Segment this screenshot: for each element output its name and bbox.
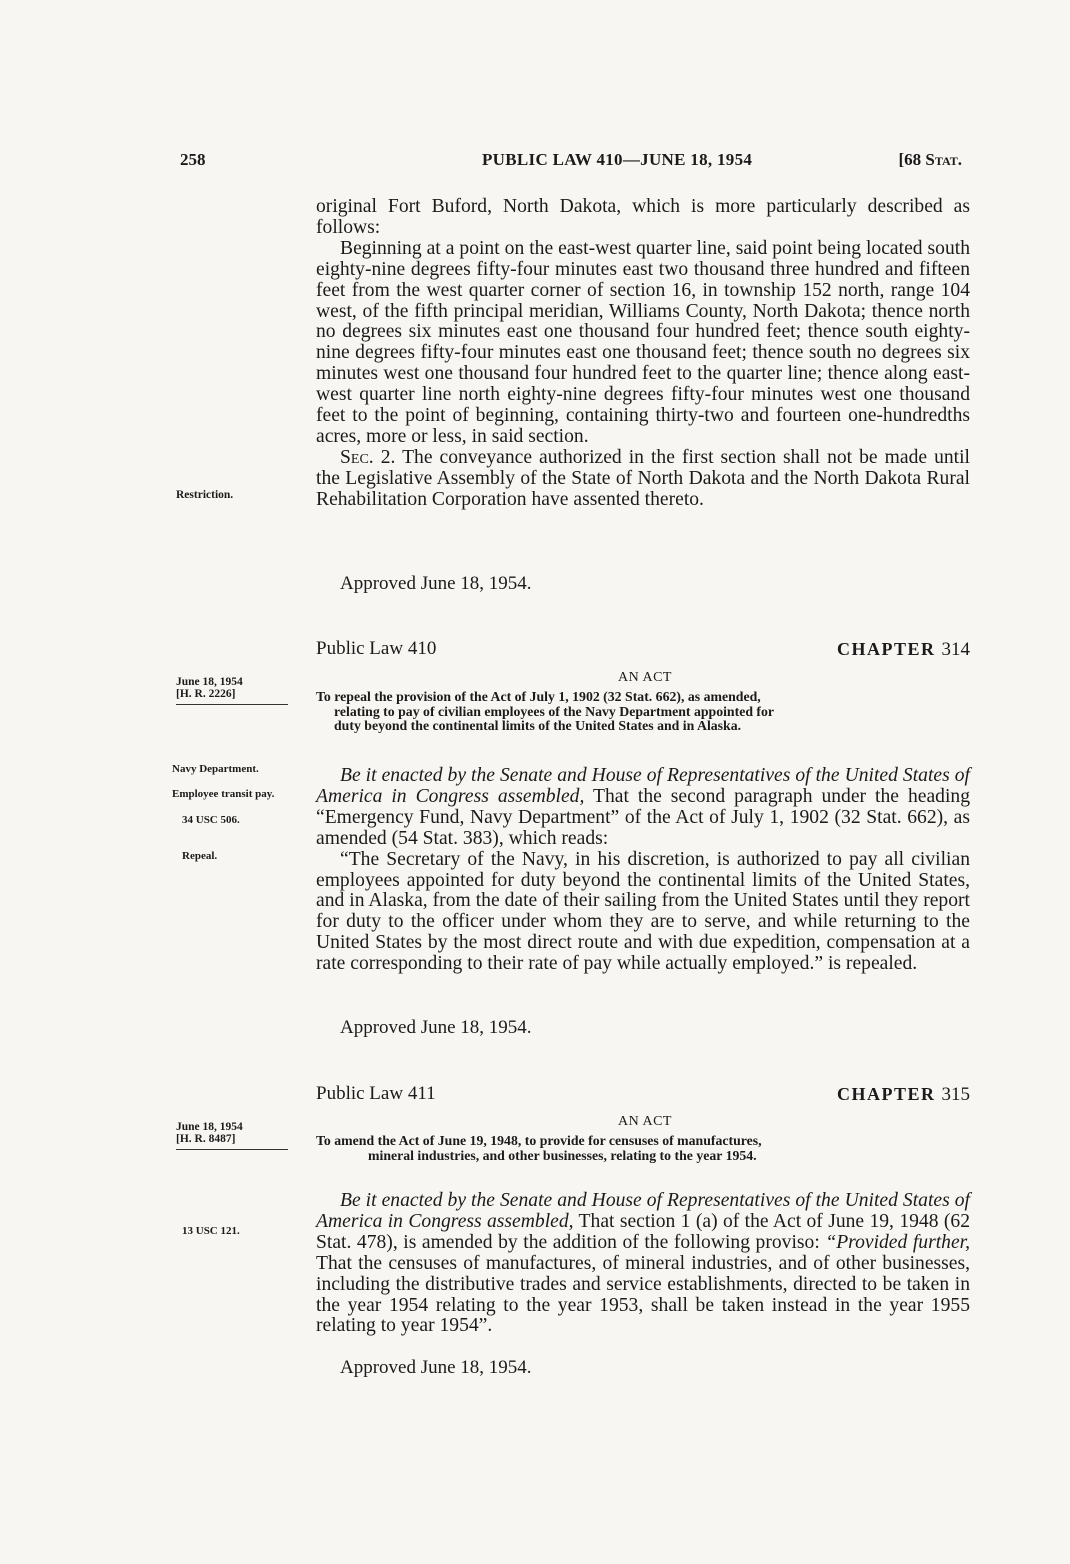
volume-reference: [68 Stat. — [898, 150, 962, 169]
approved-line-1: Approved June 18, 1954. — [340, 573, 532, 594]
description-continuation: original Fort Buford, North Dakota, which is more particularly described as follows: — [316, 196, 970, 238]
law410-text — [316, 766, 970, 975]
section2-text: The conveyance authorized in the first section shall not be made until the Legislative Assembly of the State of North Dakota and the North Dakota Rural Rehabilitation Corporation have assented thereto. — [316, 446, 970, 510]
land-description: Beginning at a point on the east-west quarter line, said point being located south eighty-nine degrees fifty-four minutes east two thousand three hundred and fifteen feet from the west quarter corner of section 16, in township 152 north, range 104 west, of the fifth principal meridian, Williams County, North Dakota; thence north no degrees six minutes east one thousand four hundred feet; thence south eighty-nine degrees fifty-four minutes east one thousand feet; thence south no degrees six minutes west one thousand four hundred feet to the quarter line; thence along east-west quarter line north eighty-nine degrees fifty-four minutes west one thousand feet to the point of beginning, containing thirty-two and fourteen one-hundredths acres, more or less, in said section. — [316, 237, 970, 447]
running-title: PUBLIC LAW 410—JUNE 18, 1954 — [482, 150, 753, 169]
running-header — [180, 150, 980, 174]
margin-date-410: June 18, 1954 — [176, 676, 243, 688]
margin-navy-department: Navy Department. — [172, 763, 259, 775]
margin-rule-410 — [176, 704, 288, 705]
margin-repeal: Repeal. — [182, 850, 218, 862]
margin-usc-506: 34 USC 506. — [182, 814, 240, 826]
public-law-411-heading: Public Law 411 — [316, 1083, 436, 1104]
an-act-label-410: AN ACT — [618, 670, 672, 685]
chapter-314-heading: CHAPTER 314 — [836, 639, 970, 660]
margin-bill-410: [H. R. 2226] — [176, 688, 236, 700]
approved-line-3: Approved June 18, 1954. — [340, 1357, 532, 1378]
margin-usc-121: 13 USC 121. — [182, 1225, 240, 1237]
act-summary-411: To amend the Act of June 19, 1948, to provide for censuses of manufactures, mineral industries, and other businesses, relating to the year 1954. — [316, 1133, 762, 1163]
chapter-315-heading: CHAPTER 315 — [836, 1084, 970, 1105]
margin-date-411: June 18, 1954 — [176, 1121, 243, 1133]
act-summary-410: To repeal the provision of the Act of July 1, 1902 (32 Stat. 662), as amended, relating to pay of civilian employees of the Navy Department appointed for duty beyond the continental limits of the United States and in Alaska. — [316, 689, 775, 733]
approved-line-2: Approved June 18, 1954. — [340, 1017, 532, 1038]
section2-paragraph — [316, 448, 970, 511]
enacting-clause-411: Be it enacted by the Senate and House of Representatives of the United States of America in Congress assembled, That section 1 (a) of the Act of June 19, 1948 (62 Stat. 478), is amended by the addition of the following proviso: “Provided further, That the censuses of manufactures, of mineral industries, and of other businesses, including the distributive trades and service establishments, directed to be taken in the year 1954 relating to the year 1953, shall be taken instead in the year 1955 relating to year 1954”. — [316, 1190, 970, 1337]
law411-text — [316, 1191, 970, 1337]
margin-bill-411: [H. R. 8487] — [176, 1133, 236, 1145]
margin-note-restriction: Restriction. — [176, 489, 234, 501]
public-law-410-heading: Public Law 410 — [316, 638, 437, 659]
margin-rule-411 — [176, 1149, 288, 1150]
section1-text — [316, 197, 970, 511]
enacting-clause-410: Be it enacted by the Senate and House of Representatives of the United States of America in Congress assembled, That the second paragraph under the heading “Emergency Fund, Navy Department” of the Act of July 1, 1902 (32 Stat. 662), as amended (54 Stat. 383), which reads: — [316, 765, 970, 849]
page-number: 258 — [180, 150, 206, 169]
quoted-provision: “The Secretary of the Navy, in his discretion, is authorized to pay all civilian employees appointed for duty beyond the continental limits of the United States, and in Alaska, from the date of their sailing from the United States until they report for duty to the officer under whom they are to serve, and while returning to the United States by the most direct route and with due expedition, compensation at a rate corresponding to their rate of pay while actually employed.” is repealed. — [316, 848, 970, 975]
section2-label: Sec. 2. — [340, 446, 396, 468]
an-act-label-411: AN ACT — [618, 1114, 672, 1129]
margin-employee-transit: Employee transit pay. — [172, 788, 275, 800]
